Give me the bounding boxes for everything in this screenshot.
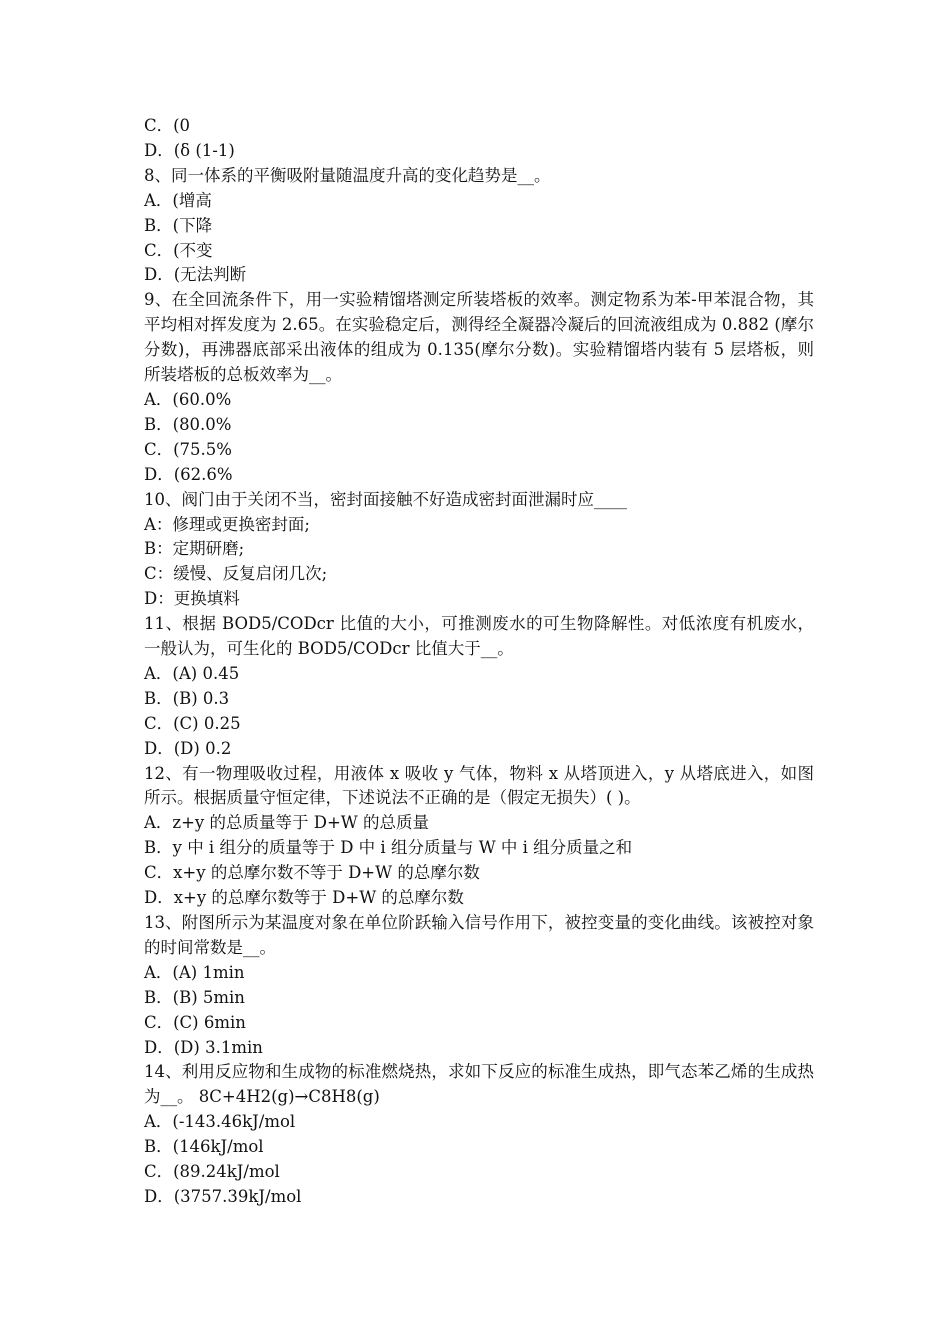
text-line: C．(C) 6min <box>144 1012 246 1032</box>
text-line: B．y 中 i 组分的质量等于 D 中 i 组分质量与 W 中 i 组分质量之和 <box>144 838 633 858</box>
text-line: C．(C) 0.25 <box>144 713 241 733</box>
text-line: D．(D) 3.1min <box>144 1037 263 1057</box>
text-line: B．(B) 0.3 <box>144 688 230 708</box>
text-line: D．(62.6% <box>144 464 233 484</box>
text-line: B．(B) 5min <box>144 987 245 1007</box>
text-line: 8、同一体系的平衡吸附量随温度升高的变化趋势是__。 <box>144 165 551 185</box>
text-line: A．(A) 1min <box>144 962 245 982</box>
text-line: C：缓慢、反复启闭几次; <box>144 564 328 584</box>
text-line: C．(0 <box>144 116 191 135</box>
text-line: C．(不变 <box>144 240 213 260</box>
text-line: B．(下降 <box>144 215 213 235</box>
document-body <box>144 114 814 1210</box>
text-line: A．(增高 <box>144 190 212 210</box>
text-line: D．x+y 的总摩尔数等于 D+W 的总摩尔数 <box>144 888 464 908</box>
text-line: A．(-143.46kJ/mol <box>144 1112 296 1132</box>
question-text: 12、有一物理吸收过程，用液体 x 吸收 y 气体，物料 x 从塔顶进入，y 从塔底进入，如图所示。根据质量守恒定律，下述说法不正确的是（假定无损失）( )。 <box>144 763 814 808</box>
question-text: 13、附图所示为某温度对象在单位阶跃输入信号作用下，被控变量的变化曲线。该被控对象的时间常数是__。 <box>144 913 814 957</box>
text-line: C．(75.5% <box>144 439 232 459</box>
text-line: B．(146kJ/mol <box>144 1137 264 1157</box>
text-line: B：定期研磨; <box>144 539 245 559</box>
text-line: D．(D) 0.2 <box>144 738 232 758</box>
question-text: 14、利用反应物和生成物的标准燃烧热，求如下反应的标准生成热，即气态苯乙烯的生成热为__。 8C+4H2(g)→C8H8(g) <box>144 1062 814 1107</box>
question-text: 11、根据 BOD5/CODcr 比值的大小，可推测废水的可生物降解性。对低浓度有机废水，一般认为，可生化的 BOD5/CODcr 比值大于__。 <box>144 614 814 659</box>
text-line: 10、阀门由于关闭不当，密封面接触不好造成密封面泄漏时应____ <box>144 489 627 509</box>
text-line: D：更换填料 <box>144 589 240 609</box>
question-text: 9、在全回流条件下，用一实验精馏塔测定所装塔板的效率。测定物系为苯-甲苯混合物，其平均相对挥发度为 2.65。在实验稳定后，测得经全凝器冷凝后的回流液组成为 0.882 (摩尔分数)，再沸器底部采出液体的组成为 0.135(摩尔分数)。实验精馏塔内装有 5 层塔板，则所装塔板的总板效率为__。 <box>144 290 814 385</box>
text-line: D．(3757.39kJ/mol <box>144 1186 302 1206</box>
text-line: A．(A) 0.45 <box>144 663 240 683</box>
text-line: A．(60.0% <box>144 389 232 409</box>
text-line: D．(无法判断 <box>144 265 247 285</box>
text-line: D．(δ (1-1) <box>144 140 235 160</box>
text-line: C．(89.24kJ/mol <box>144 1162 280 1182</box>
text-line: A：修理或更换密封面; <box>144 514 310 534</box>
text-line: C．x+y 的总摩尔数不等于 D+W 的总摩尔数 <box>144 863 480 883</box>
text-line: A．z+y 的总质量等于 D+W 的总质量 <box>144 813 430 833</box>
text-line: B．(80.0% <box>144 414 232 434</box>
